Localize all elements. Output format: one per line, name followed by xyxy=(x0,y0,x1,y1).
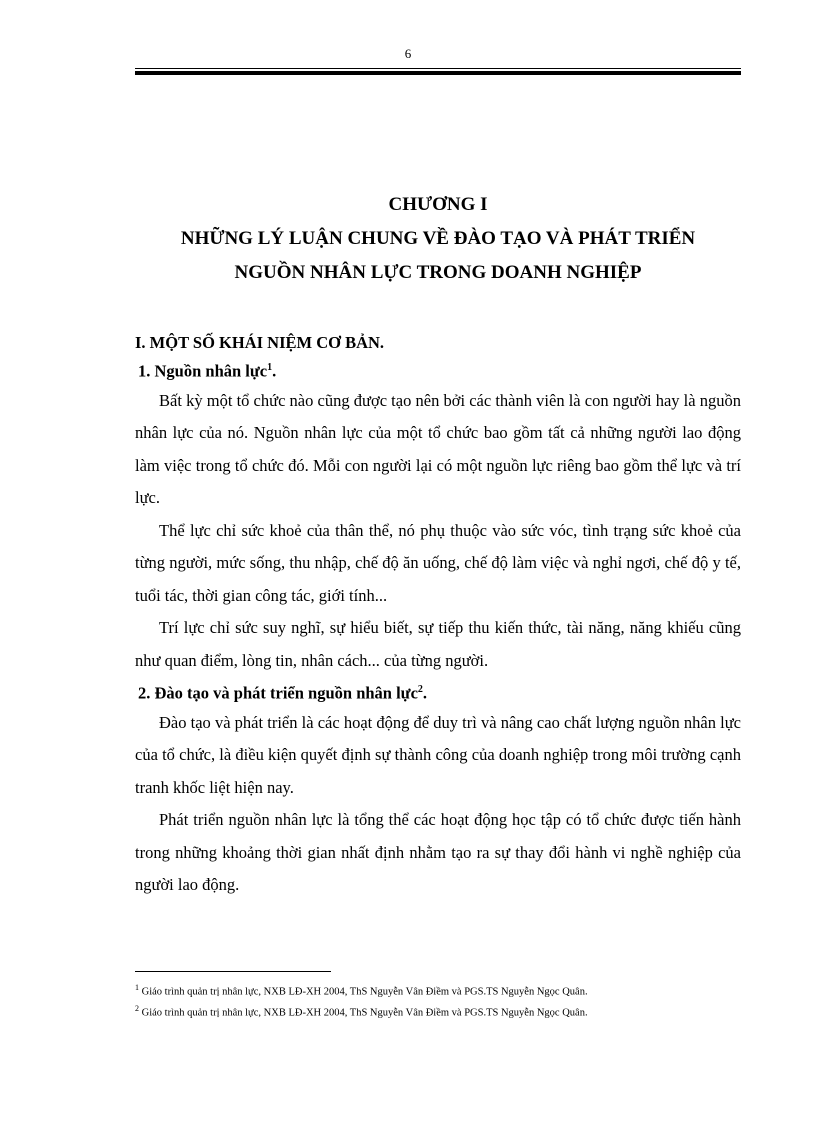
paragraph: Thể lực chỉ sức khoẻ của thân thể, nó phụ thuộc vào sức vóc, tình trạng sức khoẻ của từng người, mức sống, thu nhập, chế độ ăn uống, chế độ làm việc và nghỉ ngơi, chế độ y tế, tuổi tác, thời gian công tác, giới tính... xyxy=(135,520,741,605)
section-heading: I. MỘT SỐ KHÁI NIỆM CƠ BẢN. xyxy=(135,333,385,352)
subsection-heading-1 xyxy=(138,355,741,385)
subsection-heading-1-text: 1. Nguồn nhân lực xyxy=(138,361,268,381)
chapter-title-line2: NGUỒN NHÂN LỰC TRONG DOANH NGHIỆP xyxy=(234,262,642,283)
subsection-heading-2 xyxy=(138,677,741,707)
paragraph: Phát triển nguồn nhân lực là tổng thể các hoạt động học tập có tổ chức được tiến hành trong những khoảng thời gian nhất định nhằm tạo ra sự thay đổi hành vi nghề nghiệp của người lao động. xyxy=(135,810,741,894)
subsection-heading-2-text: 2. Đào tạo và phát triển nguồn nhân lực xyxy=(138,683,418,703)
footnote-separator xyxy=(135,971,331,972)
chapter-label: CHƯƠNG I xyxy=(388,194,488,215)
header-rule-thick xyxy=(135,71,741,75)
page-number: 6 xyxy=(404,46,412,61)
footnote-mark: 1 xyxy=(135,983,139,992)
footnote xyxy=(135,980,775,1001)
footnote xyxy=(135,1001,775,1022)
paragraph: Bất kỳ một tổ chức nào cũng được tạo nên bởi các thành viên là con người hay là nguồn nhân lực của nó. Nguồn nhân lực của một tổ chức bao gồm tất cả những người lao động làm việc trong tổ chức đó. Mỗi con người lại có một nguồn lực riêng bao gồm thể lực và trí lực. xyxy=(135,390,741,507)
chapter-title-line1: NHỮNG LÝ LUẬN CHUNG VỀ ĐÀO TẠO VÀ PHÁT TRIỂN xyxy=(180,228,696,249)
header-rule-thin xyxy=(135,68,741,69)
footnote-text: Giáo trình quản trị nhân lực, NXB LĐ-XH 2004, ThS Nguyễn Vân Điềm và PGS.TS Nguyễn Ngọc Quân. xyxy=(139,986,588,998)
main-content xyxy=(135,331,741,902)
chapter-heading xyxy=(80,188,796,290)
footnote-mark: 2 xyxy=(135,1003,139,1013)
footnotes xyxy=(135,980,775,1021)
subsection-heading-1-end: . xyxy=(272,361,277,381)
footnote-text: Giáo trình quản trị nhân lực, NXB LĐ-XH 2004, ThS Nguyễn Vân Điềm và PGS.TS Nguyễn Ngọc Quân. xyxy=(139,1007,588,1018)
subsection-heading-2-end: . xyxy=(422,683,428,703)
paragraph: Đào tạo và phát triển là các hoạt động để duy trì và nâng cao chất lượng nguồn nhân lực của tổ chức, là điều kiện quyết định sự thành công của doanh nghiệp trong môi trường cạnh tranh khốc liệt hiện nay. xyxy=(135,712,741,797)
footnote-ref-1: 1 xyxy=(267,362,273,373)
footnote-ref-2: 2 xyxy=(417,684,423,695)
paragraph: Trí lực chỉ sức suy nghĩ, sự hiểu biết, sự tiếp thu kiến thức, tài năng, năng khiếu cũng như quan điểm, lòng tin, nhân cách... của từng người. xyxy=(135,618,741,670)
